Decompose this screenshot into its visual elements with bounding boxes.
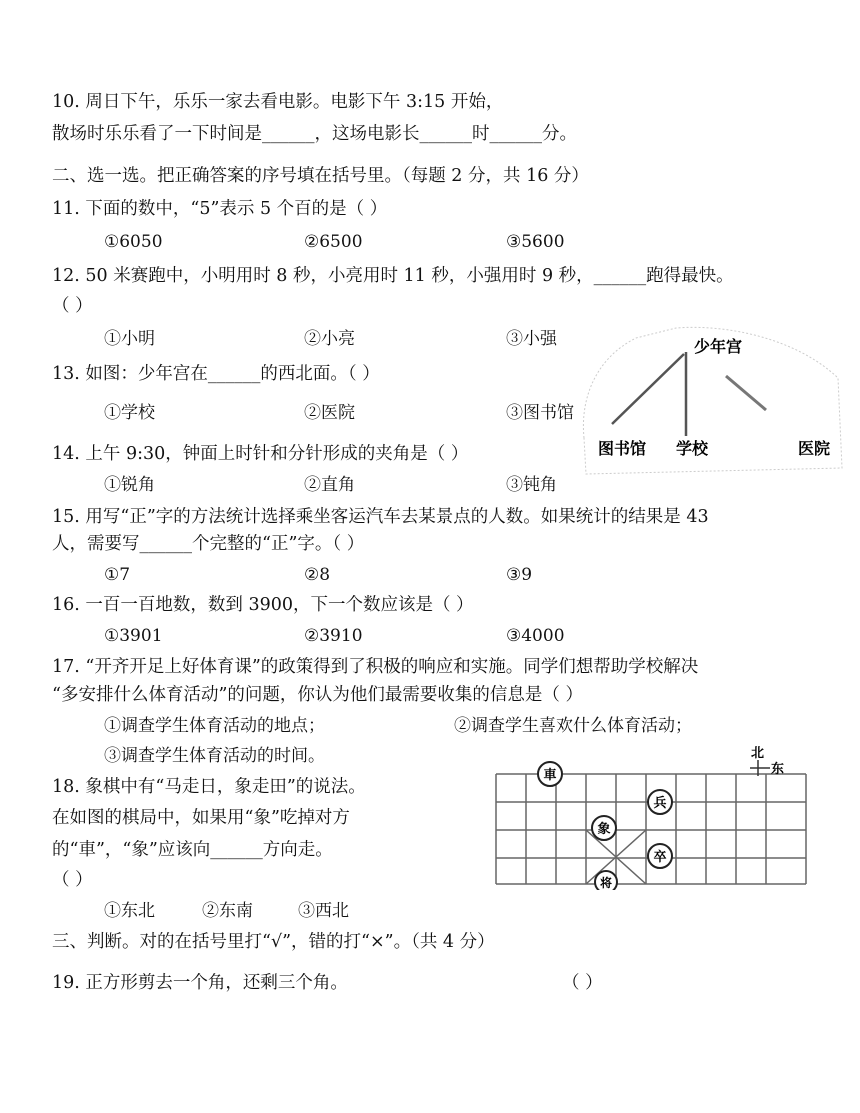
q14-option-3[interactable]: ③钝角 xyxy=(506,475,557,495)
chess-board-figure xyxy=(488,744,824,890)
q15-option-3[interactable]: ③9 xyxy=(506,565,533,585)
q18-option-1[interactable]: ①东北 xyxy=(104,901,155,921)
q15-line1: 15. 用写“正”字的方法统计选择乘坐客运汽车去某景点的人数。如果统计的结果是 43 xyxy=(52,507,709,527)
q15-option-2[interactable]: ②8 xyxy=(304,565,331,585)
q12-option-3[interactable]: ③小强 xyxy=(506,329,557,349)
map-line-hospital xyxy=(726,376,766,410)
svg-text:車: 車 xyxy=(543,768,557,783)
q18-paren: （ ） xyxy=(52,870,93,890)
q13-stem: 13. 如图：少年宫在______的西北面。（ ） xyxy=(52,364,380,384)
q18-line2: 在如图的棋局中，如果用“象”吃掉对方 xyxy=(52,808,350,828)
q17-option-1[interactable]: ①调查学生体育活动的地点； xyxy=(104,716,325,736)
map-label-palace: 少年宫 xyxy=(694,337,743,356)
q11-option-3[interactable]: ③5600 xyxy=(506,232,565,252)
map-label-school: 学校 xyxy=(676,439,709,458)
q18-option-2[interactable]: ②东南 xyxy=(202,901,253,921)
q12-stem: 12. 50 米赛跑中，小明用时 8 秒，小亮用时 11 秒，小强用时 9 秒，______跑得最快。 xyxy=(52,266,734,286)
q19-answer-paren[interactable]: （ ） xyxy=(562,973,603,993)
q14-option-2[interactable]: ②直角 xyxy=(304,475,355,495)
chess-board-svg xyxy=(488,744,824,890)
q17-option-3[interactable]: ③调查学生体育活动的时间。 xyxy=(104,746,325,766)
section3-title: 三、判断。对的在括号里打“√”，错的打“×”。（共 4 分） xyxy=(52,932,495,952)
q11-option-2[interactable]: ②6500 xyxy=(304,232,363,252)
q18-line1: 18. 象棋中有“马走日，象走田”的说法。 xyxy=(52,777,366,797)
chess-piece-pawn xyxy=(648,844,672,868)
q12-option-2[interactable]: ②小亮 xyxy=(304,329,355,349)
compass-north: 北 xyxy=(751,746,765,761)
svg-text:将: 将 xyxy=(599,876,613,890)
q15-line2: 人，需要写______个完整的“正”字。（ ） xyxy=(52,534,365,554)
q14-option-1[interactable]: ①锐角 xyxy=(104,475,155,495)
svg-text:兵: 兵 xyxy=(653,796,667,811)
q11-option-1[interactable]: ①6050 xyxy=(104,232,163,252)
map-label-hospital: 医院 xyxy=(798,439,831,458)
map-line-library xyxy=(612,354,684,424)
q12-option-1[interactable]: ①小明 xyxy=(104,329,155,349)
q16-option-1[interactable]: ①3901 xyxy=(104,626,163,646)
svg-text:卒: 卒 xyxy=(653,850,667,865)
q10-line1: 10. 周日下午，乐乐一家去看电影。电影下午 3:15 开始， xyxy=(52,92,504,112)
q13-option-2[interactable]: ②医院 xyxy=(304,403,355,423)
q13-option-3[interactable]: ③图书馆 xyxy=(506,403,574,423)
q18-line3: 的“車”，“象”应该向______方向走。 xyxy=(52,840,333,860)
chess-piece-soldier xyxy=(648,790,672,814)
q13-option-1[interactable]: ①学校 xyxy=(104,403,155,423)
q17-line1: 17. “开齐开足上好体育课”的政策得到了积极的响应和实施。同学们想帮助学校解决 xyxy=(52,657,699,677)
section2-title: 二、选一选。把正确答案的序号填在括号里。（每题 2 分，共 16 分） xyxy=(52,166,589,186)
q17-option-2[interactable]: ②调查学生喜欢什么体育活动； xyxy=(454,716,692,736)
board-grid xyxy=(496,774,806,884)
q18-option-3[interactable]: ③西北 xyxy=(298,901,349,921)
q16-stem: 16. 一百一百地数，数到 3900，下一个数应该是（ ） xyxy=(52,595,474,615)
map-label-library: 图书馆 xyxy=(598,439,647,458)
q16-option-2[interactable]: ②3910 xyxy=(304,626,363,646)
q14-stem: 14. 上午 9:30，钟面上时针和分针形成的夹角是（ ） xyxy=(52,444,469,464)
q19-stem: 19. 正方形剪去一个角，还剩三个角。 xyxy=(52,973,348,993)
svg-text:象: 象 xyxy=(597,822,611,837)
q17-line2: “多安排什么体育活动”的问题，你认为他们最需要收集的信息是（ ） xyxy=(52,685,583,705)
q15-option-1[interactable]: ①7 xyxy=(104,565,131,585)
q16-option-3[interactable]: ③4000 xyxy=(506,626,565,646)
chess-piece-general xyxy=(595,871,617,890)
chess-piece-elephant xyxy=(592,816,616,840)
direction-map-figure xyxy=(576,318,846,478)
q10-line2: 散场时乐乐看了一下时间是______，这场电影长______时______分。 xyxy=(52,124,577,144)
compass xyxy=(750,746,784,777)
compass-east: 东 xyxy=(771,762,785,777)
direction-map-svg xyxy=(576,318,846,478)
chess-piece-chariot xyxy=(538,762,562,786)
q12-paren: （ ） xyxy=(52,296,93,316)
q11-stem: 11. 下面的数中，“5”表示 5 个百的是（ ） xyxy=(52,199,388,219)
